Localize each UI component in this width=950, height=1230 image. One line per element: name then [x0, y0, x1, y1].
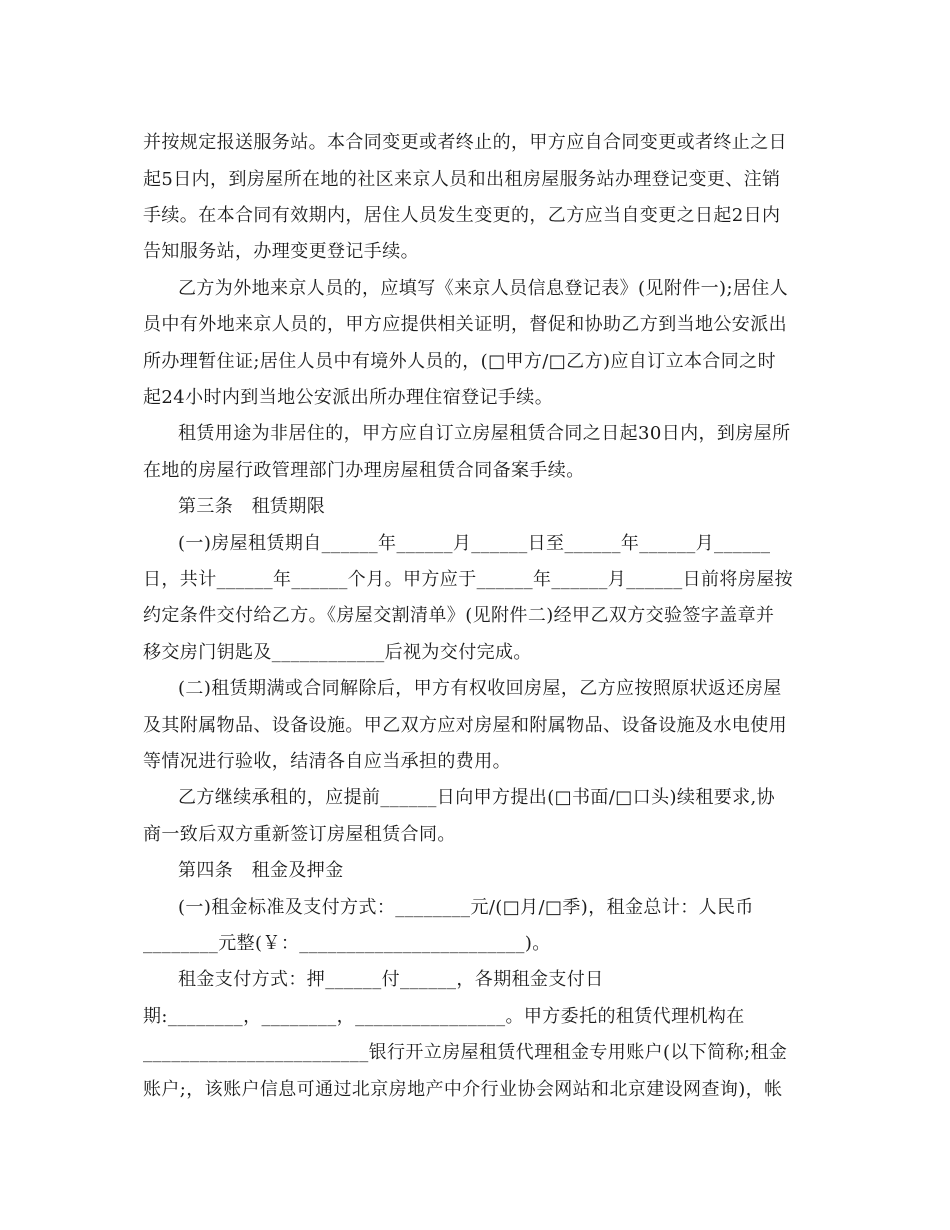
body-text-line: 员中有外地来京人员的，甲方应提供相关证明，督促和协助乙方到当地公安派出 — [143, 314, 787, 335]
body-text-line: 商一致后双方重新签订房屋租赁合同。 — [143, 824, 456, 845]
body-text-line: 租金支付方式：押______付______，各期租金支付日 — [178, 969, 604, 990]
body-text-line: 乙方继续承租的，应提前______日向甲方提出(□书面/□口头)续租要求,协 — [178, 787, 776, 808]
body-text-line: (二)租赁期满或合同解除后，甲方有权收回房屋，乙方应按照原状返还房屋 — [178, 678, 782, 699]
body-text-line: ________元整(￥：________________________)。 — [143, 933, 551, 954]
body-text-line: 在地的房屋行政管理部门办理房屋租赁合同备案手续。 — [143, 460, 585, 481]
body-text-line: 约定条件交付给乙方。《房屋交割清单》(见附件二)经甲乙双方交验签字盖章并 — [143, 605, 775, 626]
body-text-line: 账户;，该账户信息可通过北京房地产中介行业协会网站和北京建设网查询)，帐 — [143, 1079, 783, 1100]
body-text-line: ________________________银行开立房屋租赁代理租金专用账户(以下简称;租金 — [143, 1042, 788, 1063]
body-text-line: 并按规定报送服务站。本合同变更或者终止的，甲方应自合同变更或者终止之日 — [143, 132, 787, 153]
body-text-line: 租赁用途为非居住的，甲方应自订立房屋租赁合同之日起30日内，到房屋所 — [178, 423, 791, 444]
body-text-line: (一)房屋租赁期自______年______月______日至______年______月______ — [178, 533, 771, 554]
body-text-line: 及其附属物品、设备设施。甲乙双方应对房屋和附属物品、设备设施及水电使用 — [143, 715, 787, 736]
section-heading-article-3: 第三条 租赁期限 — [178, 496, 326, 517]
body-text-line: 起24小时内到当地公安派出所办理住宿登记手续。 — [143, 387, 554, 408]
body-text-line: 期:________，________，________________。甲方委托的租赁代理机构在 — [143, 1006, 745, 1027]
body-text-line: 起5日内，到房屋所在地的社区来京人员和出租房屋服务站办理登记变更、注销 — [143, 169, 781, 190]
body-text-line: 乙方为外地来京人员的，应填写《来京人员信息登记表》(见附件一);居住人 — [178, 278, 789, 299]
body-text-line: 告知服务站，办理变更登记手续。 — [143, 241, 419, 262]
body-text-line: 日，共计______年______个月。甲方应于______年______月______日前将房屋按 — [143, 569, 793, 590]
body-text-line: 等情况进行验收，结清各自应当承担的费用。 — [143, 751, 511, 772]
body-text-line: (一)租金标准及支付方式：________元/(□月/□季)，租金总计：人民币 — [178, 897, 754, 918]
body-text-line: 手续。在本合同有效期内，居住人员发生变更的，乙方应当自变更之日起2日内 — [143, 205, 781, 226]
body-text-line: 所办理暂住证;居住人员中有境外人员的，(□甲方/□乙方)应自订立本合同之时 — [143, 351, 776, 372]
body-text-line: 移交房门钥匙及____________后视为交付完成。 — [143, 642, 532, 663]
section-heading-article-4: 第四条 租金及押金 — [178, 860, 344, 881]
